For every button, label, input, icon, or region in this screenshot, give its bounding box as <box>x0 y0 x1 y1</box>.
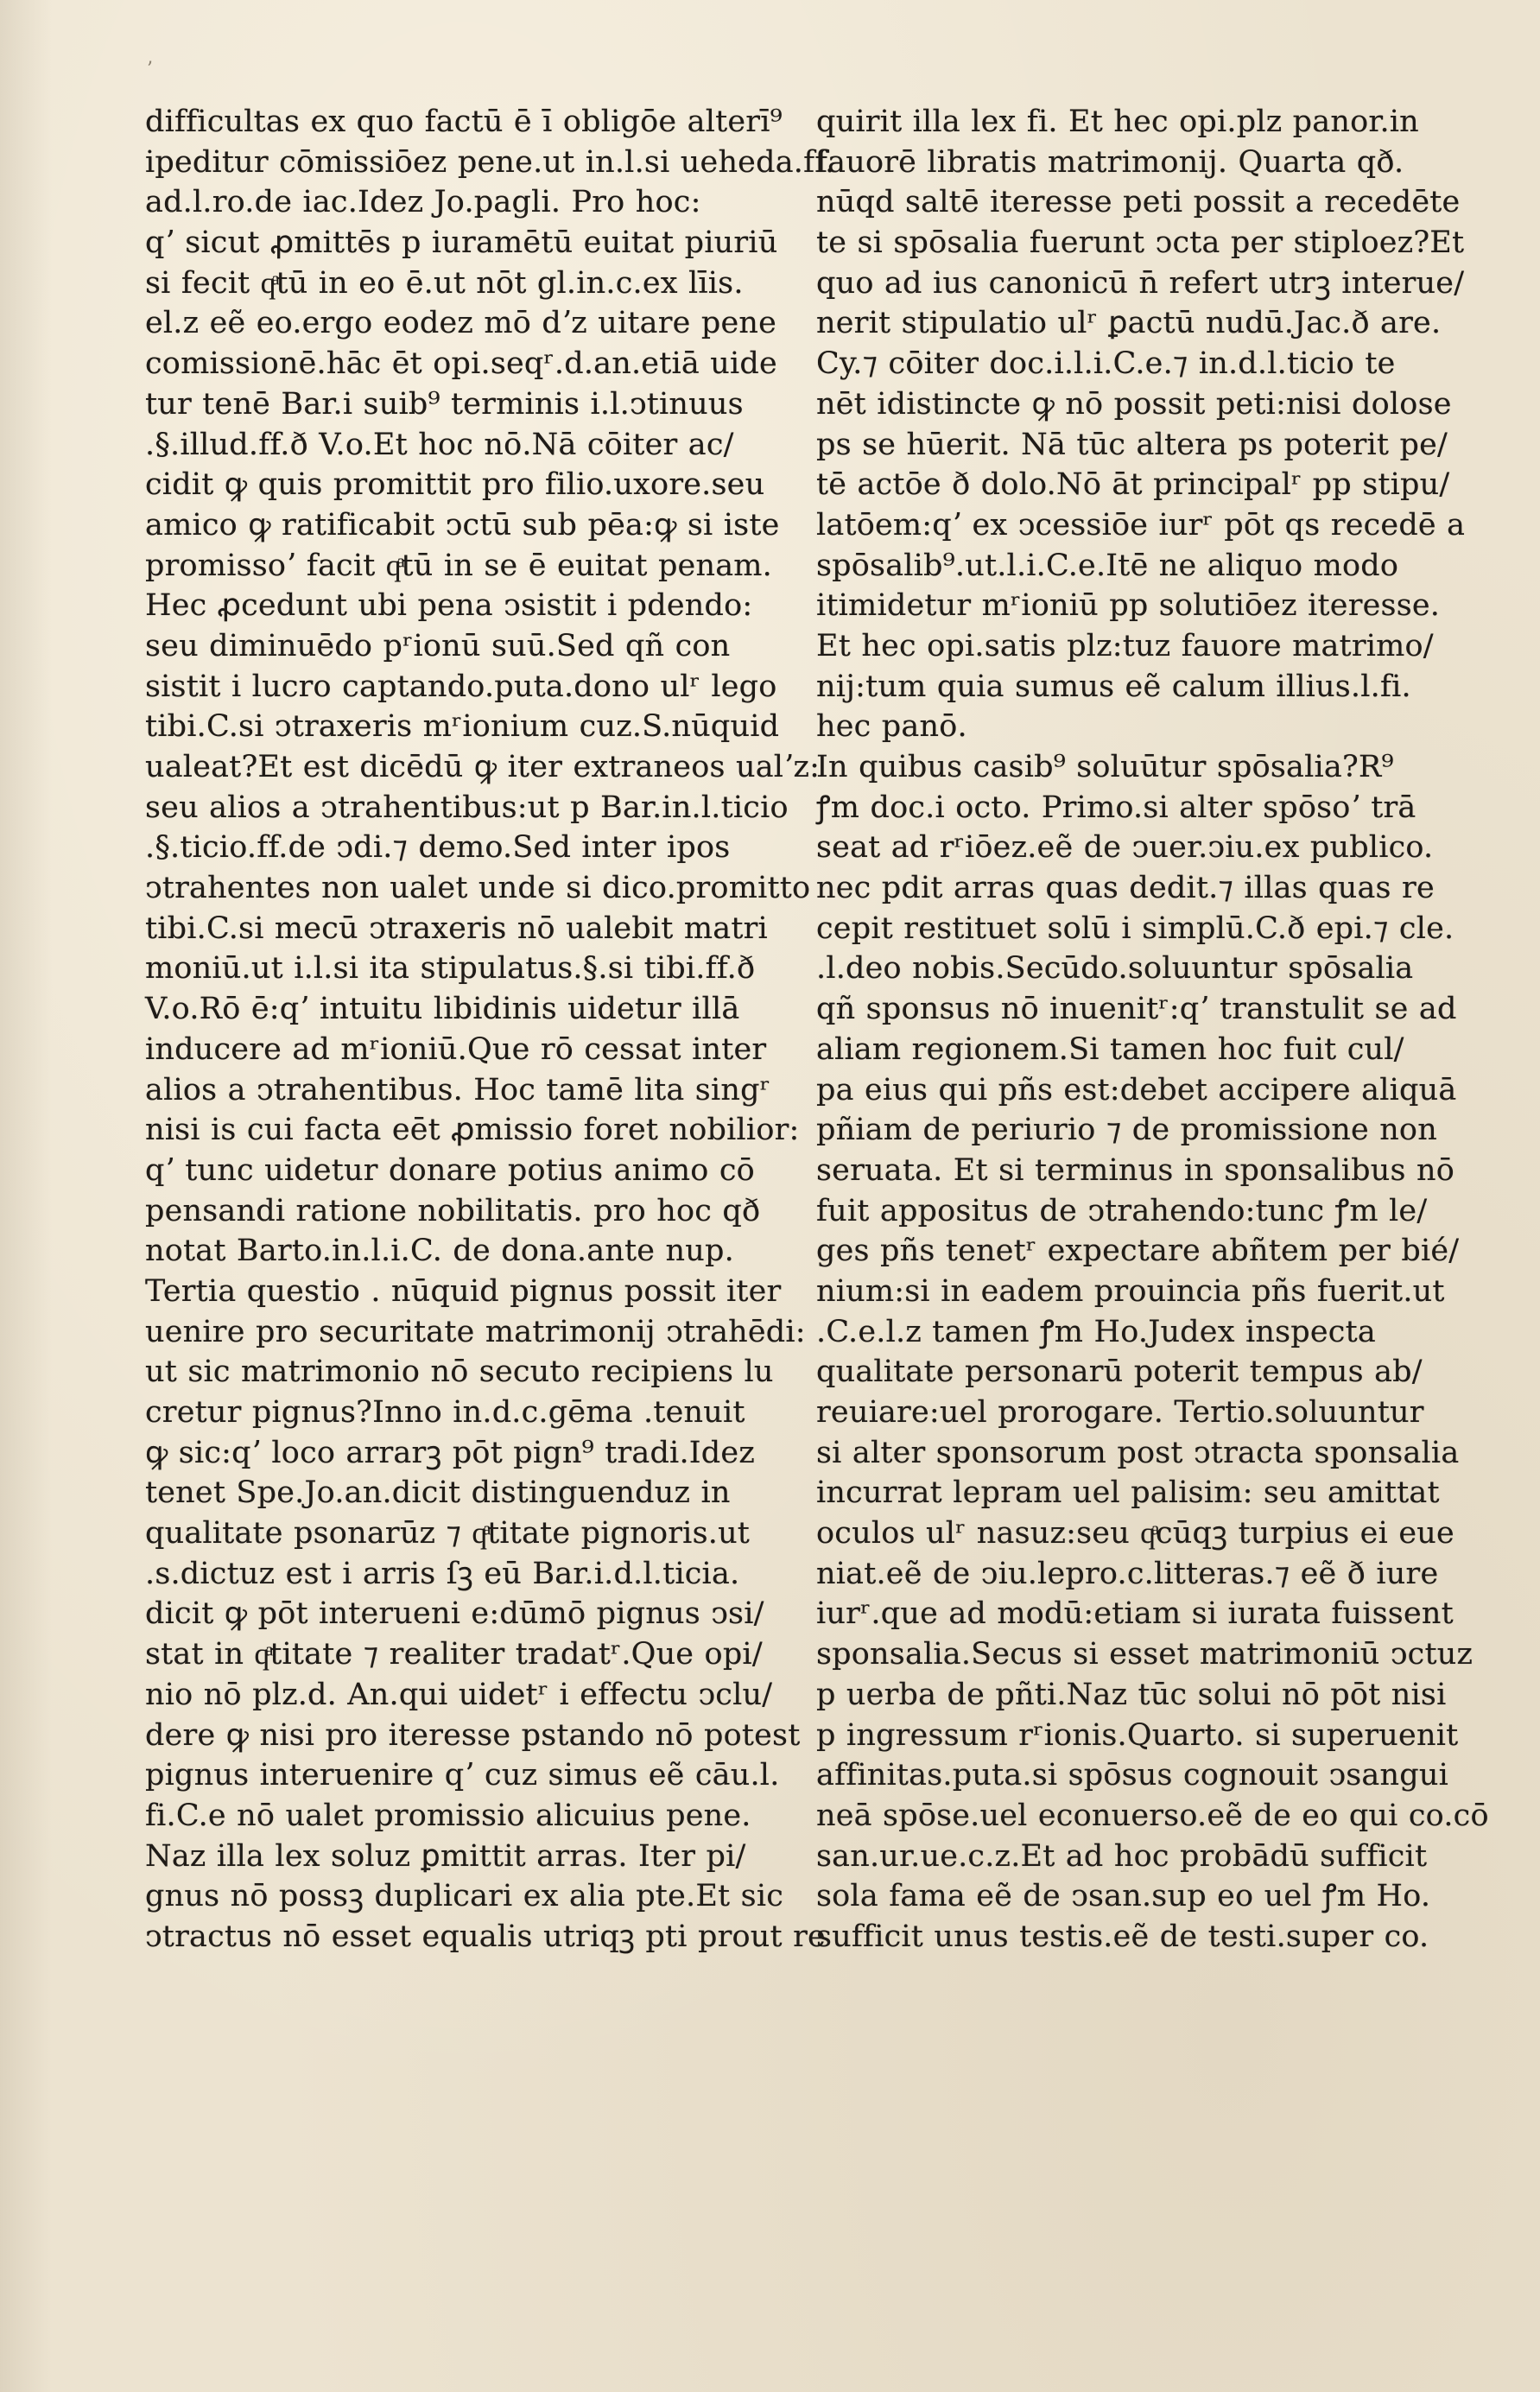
top-margin-mark: ’ <box>147 59 153 80</box>
right-column-line: pa eius qui pñs est:debet accipere aliquā <box>816 1072 1457 1107</box>
left-column-line: seu alios a ↄtrahentibus:ut p Bar.in.l.ticio <box>145 790 789 825</box>
right-column-line: itimidetur mʳioniū pp solutiōez iteresse. <box>816 588 1441 624</box>
right-column-line: incurrat lepram uel palisim: seu amittat <box>816 1475 1440 1511</box>
right-column-line: niat.eẽ de ↄiu.lepro.c.litteras.⁊ eẽ ð iure <box>816 1556 1439 1591</box>
left-column-line: notat Barto.in.l.i.C. de dona.ante nup. <box>145 1234 734 1269</box>
right-column-line: ꝭm doc.i octo. Primo.si alter spōsoʼ trā <box>816 790 1416 825</box>
left-text-column <box>145 102 835 1957</box>
right-column-line: oculos ulʳ nasuz:seu qͣcūqꝫ turpius ei eue <box>816 1516 1454 1551</box>
left-column-line: difficultas ex quo factū ē ī obligōe alterī⁹ <box>145 105 783 139</box>
left-column-line: pensandi ratione nobilitatis. pro hoc qð <box>145 1193 761 1228</box>
right-column-line: nium:si in eadem prouincia pñs fuerit.ut <box>816 1273 1445 1309</box>
left-column-line: stat in qͣtitate ⁊ realiter tradatʳ.Que opi/ <box>145 1637 763 1672</box>
right-column-line: nec pdit arras quas dedit.⁊ illas quas re <box>816 871 1435 906</box>
right-column-line: aliam regionem.Si tamen hoc fuit cul/ <box>816 1031 1404 1067</box>
left-column-line: tur tenē Bar.i suib⁹ terminis i.l.ↄtinuus <box>145 386 744 422</box>
left-column-line: .§.illud.ff.ð V.o.Et hoc nō.Nā cōiter ac/ <box>145 427 734 462</box>
left-column-line: promissoʼ facit qͣtū in se ē euitat penam. <box>145 548 772 583</box>
right-column-line: te si spōsalia fuerunt ↄcta per stiploez?Et <box>816 225 1465 261</box>
left-column-line: ualeat?Et est dicēdū ꝙ iter extraneos ualʼz: <box>145 750 821 784</box>
right-column-line: qualitate personarū poterit tempus ab/ <box>816 1355 1423 1390</box>
right-column-line: Et hec opi.satis plz:tuz fauore matrimo/ <box>816 628 1434 663</box>
right-column-line: quirit illa lex fi. Et hec opi.plz panor.in <box>816 105 1419 139</box>
right-column-line: iurʳ.que ad modū:etiam si iurata fuissent <box>816 1596 1454 1632</box>
right-column-line: nij:tum quia sumus eẽ calum illius.l.fi. <box>816 669 1411 704</box>
right-column-line: pñiam de periurio ⁊ de promissione non <box>816 1113 1437 1148</box>
right-column-line: fuit appositus de ↄtrahendo:tunc ꝭm le/ <box>816 1193 1428 1228</box>
right-column-line: spōsalib⁹.ut.l.i.C.e.Itē ne aliquo modo <box>816 548 1399 583</box>
right-column-line: san.ur.ue.c.z.Et ad hoc probādū sufficit <box>816 1838 1428 1874</box>
left-column-line: dere ꝙ nisi pro iteresse pstando nō potest <box>145 1717 801 1753</box>
right-column-line: ges pñs tenetʳ expectare abñtem per bié/ <box>816 1234 1460 1269</box>
left-column-line: Hec ꝓcedunt ubi pena ↄsistit i pdendo: <box>145 588 753 624</box>
right-column-line: latōem:qʼ ex ↄcessiōe iurʳ pōt qs recedē a <box>816 507 1466 542</box>
right-column-line: tē actōe ð dolo.Nō āt principalʳ pp stipu/ <box>816 467 1450 503</box>
left-column-line: qʼ tunc uidetur donare potius animo cō <box>145 1152 755 1188</box>
left-column-line: V.o.Rō ē:qʼ intuitu libidinis uidetur illā <box>145 992 740 1027</box>
left-column-line: qualitate psonarūz ⁊ qͣtitate pignoris.ut <box>145 1516 751 1551</box>
left-column-line: el.z eẽ eo.ergo eodez mō dʼz uitare pene <box>145 306 777 341</box>
right-column-line: seruata. Et si terminus in sponsalibus nō <box>816 1152 1454 1188</box>
left-column-line: nisi is cui facta eēt ꝓmissio foret nobilior: <box>145 1113 800 1148</box>
left-column-line: seu diminuēdo pʳionū suū.Sed qñ con <box>145 628 731 663</box>
left-column-line: ut sic matrimonio nō secuto recipiens lu <box>145 1355 774 1390</box>
right-column-line: affinitas.puta.si spōsus cognouit ↄsangui <box>816 1758 1448 1793</box>
left-column-line: Naz illa lex soluz ꝑmittit arras. Iter pi/ <box>145 1838 746 1874</box>
left-column-line: moniū.ut i.l.si ita stipulatus.§.si tibi.ff.ð <box>145 951 756 987</box>
left-column-line: tenet Spe.Jo.an.dicit distinguenduz in <box>145 1475 731 1511</box>
left-column-line: tibi.C.si ↄtraxeris mʳionium cuz.S.nūquid <box>145 709 780 745</box>
left-column-line: cretur pignus?Inno in.d.c.gēma .tenuit <box>145 1395 745 1430</box>
left-column-line: si fecit qͣtū in eo ē.ut nōt gl.in.c.ex līis. <box>145 265 744 301</box>
right-column-line: cepit restituet solū i simplū.C.ð epi.⁊ cle. <box>816 910 1454 946</box>
right-column-line: hec panō. <box>816 709 967 745</box>
right-column-line: reuiare:uel prorogare. Tertio.soluuntur <box>816 1395 1424 1430</box>
right-column-line: sponsalia.Secus si esset matrimoniū ↄctuz <box>816 1637 1473 1672</box>
left-column-line: pignus interuenire qʼ cuz simus eẽ cāu.l. <box>145 1758 780 1793</box>
left-column-line: ꝙ sic:qʼ loco arrarꝫ pōt pign⁹ tradi.Idez <box>145 1435 755 1470</box>
right-column-line: In quibus casib⁹ soluūtur spōsalia?R⁹ <box>816 750 1394 784</box>
right-column-line: sufficit unus testis.eẽ de testi.super co. <box>816 1919 1429 1954</box>
right-column-line: .C.e.l.z tamen ꝭm Ho.Judex inspecta <box>816 1314 1376 1349</box>
left-column-line: inducere ad mʳioniū.Que rō cessat inter <box>145 1031 767 1067</box>
right-column-line: fauorē libratis matrimonij. Quarta qð. <box>816 144 1404 180</box>
left-column-line: sistit i lucro captando.puta.dono ulʳ lego <box>145 669 777 704</box>
right-column-line: sola fama eẽ de ↄsan.sup eo uel ꝭm Ho. <box>816 1879 1431 1914</box>
left-column-line: tibi.C.si mecū ↄtraxeris nō ualebit matri <box>145 910 768 946</box>
left-column-line: gnus nō possꝫ duplicari ex alia pte.Et sic <box>145 1879 784 1914</box>
right-column-line: ps se hūerit. Nā tūc altera ps poterit pe/ <box>816 427 1448 462</box>
right-column-line: neā spōse.uel econuerso.eẽ de eo qui co.cō <box>816 1798 1489 1833</box>
left-column-line: ↄtrahentes non ualet unde si dico.promitto <box>145 871 811 906</box>
page-edge-shadow <box>0 0 52 2392</box>
right-column-line: p uerba de pñti.Naz tūc solui nō pōt nisi <box>816 1677 1447 1712</box>
right-column-line: p ingressum rʳionis.Quarto. si superuenit <box>816 1717 1459 1753</box>
right-column-line: qñ sponsus nō inuenitʳ:qʼ transtulit se ad <box>816 992 1457 1027</box>
right-column-line: Cy.⁊ cōiter doc.i.l.i.C.e.⁊ in.d.l.ticio te <box>816 346 1396 382</box>
left-column-line: Tertia questio . nūquid pignus possit iter <box>145 1273 782 1309</box>
left-column-line: fi.C.e nō ualet promissio alicuius pene. <box>145 1798 751 1833</box>
left-column-line: cidit ꝙ quis promittit pro filio.uxore.seu <box>145 467 765 503</box>
left-column-line: .§.ticio.ff.de ↄdi.⁊ demo.Sed inter ipos <box>145 830 731 866</box>
right-text-column <box>816 102 1489 1957</box>
right-column-line: quo ad ius canonicū n̄ refert utrꝫ interue/ <box>816 265 1465 301</box>
left-column-line: nio nō plz.d. An.qui uidetʳ i effectu ↄclu/ <box>145 1677 773 1712</box>
left-column-line: ↄtractus nō esset equalis utriqꝫ pti prout re <box>145 1919 826 1954</box>
right-column-line: nēt idistincte ꝙ nō possit peti:nisi dolose <box>816 386 1452 422</box>
left-column-line: .s.dictuz est i arris ſꝫ eū Bar.i.d.l.ticia. <box>145 1556 740 1591</box>
left-column-line: uenire pro securitate matrimonij ↄtrahēdi: <box>145 1314 806 1349</box>
left-column-line: ipeditur cōmissiōez pene.ut in.l.si ueheda.ff. <box>145 144 835 180</box>
right-column-line: nūqd saltē iteresse peti possit a recedēte <box>816 185 1461 220</box>
right-column-line: si alter sponsorum post ↄtracta sponsalia <box>816 1435 1460 1470</box>
left-column-line: comissionē.hāc ēt opi.seqʳ.d.an.etiā uide <box>145 346 777 382</box>
left-column-line: qʼ sicut ꝓmittēs p iuramētū euitat piuriū <box>145 225 778 261</box>
right-column-line: .l.deo nobis.Secūdo.soluuntur spōsalia <box>816 951 1414 987</box>
right-column-line: seat ad rʳiōez.eẽ de ↄuer.ↄiu.ex publico. <box>816 830 1434 866</box>
left-column-line: amico ꝙ ratificabit ↄctū sub pēa:ꝙ si iste <box>145 507 780 542</box>
left-column-line: alios a ↄtrahentibus. Hoc tamē lita singʳ <box>145 1072 771 1107</box>
left-column-line: ad.l.ro.de iac.Idez Jo.pagli. Pro hoc: <box>145 185 701 220</box>
right-column-line: nerit stipulatio ulʳ ꝑactū nudū.Jac.ð are. <box>816 306 1442 341</box>
left-column-line: dicit ꝙ pōt interueni e:dūmō pignus ↄsi/ <box>145 1596 764 1632</box>
